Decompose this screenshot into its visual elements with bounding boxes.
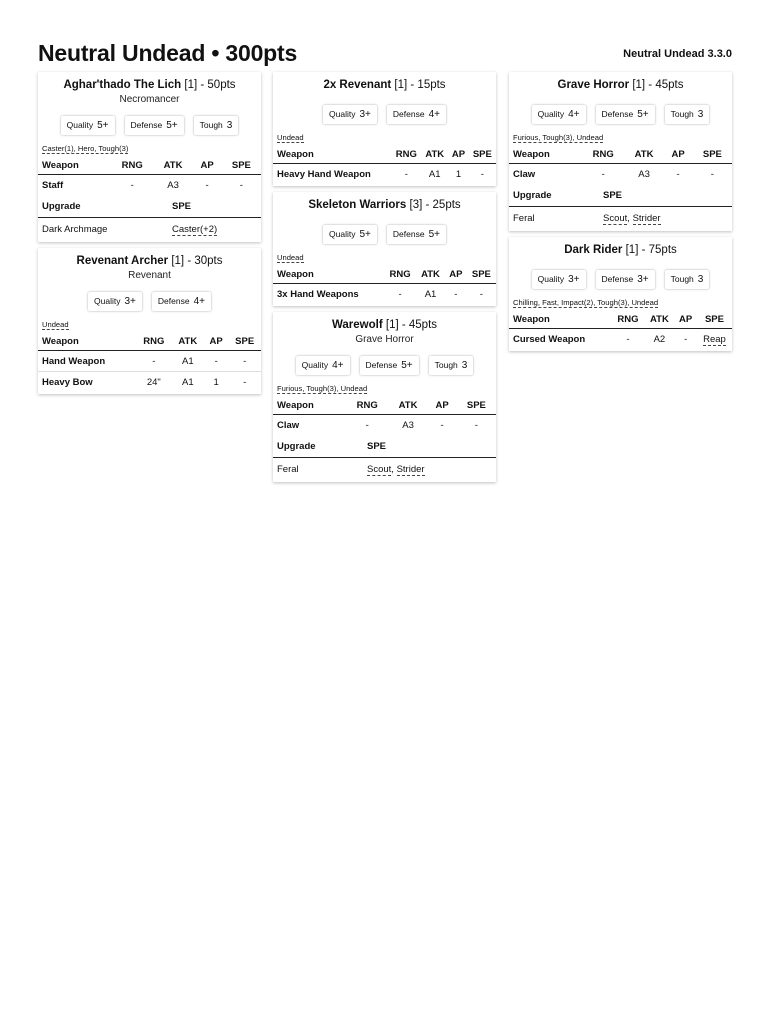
weapon-table — [273, 265, 496, 304]
unit-name: Dark Rider [1] - 75pts — [564, 244, 677, 256]
special-rules: Chilling, Fast, Impact(2), Tough(3), Undead — [513, 298, 659, 307]
unit-name: Grave Horror [1] - 45pts — [557, 79, 684, 91]
table-row: Heavy Bow 24" A1 1 - — [42, 376, 247, 388]
weapon-table-header: Weapon RNG ATK AP SPE — [273, 145, 496, 164]
defense-stat: Defense 3+ — [596, 270, 655, 289]
weapon-table — [509, 145, 732, 184]
upgrade-header: Upgrade SPE — [509, 184, 732, 207]
upgrade-header: Upgrade SPE — [273, 435, 496, 458]
unit-card-skeleton-warriors — [273, 192, 496, 306]
unit-name: Warewolf [1] - 45pts — [331, 319, 438, 331]
weapon-table-header: Weapon RNG ATK AP SPE — [509, 310, 732, 329]
stat-row — [38, 106, 261, 143]
defense-stat: Defense 5+ — [360, 356, 419, 375]
special-rules: Undead — [277, 253, 304, 262]
unit-subtitle: Grave Horror — [355, 334, 414, 345]
unit-card-dark-rider — [509, 237, 732, 351]
column-2 — [273, 72, 496, 488]
defense-stat: Defense 5+ — [125, 116, 184, 135]
defense-stat: Defense 4+ — [387, 105, 446, 124]
unit-card-lich — [38, 72, 261, 242]
quality-stat: Quality 4+ — [296, 356, 350, 375]
table-row: Claw - A3 - - — [277, 419, 478, 431]
weapon-table-header: Weapon RNG ATK AP SPE — [38, 332, 261, 351]
page-header — [38, 36, 732, 70]
upgrade-row: Feral Scout, Strider — [513, 212, 661, 224]
unit-name: Aghar'thado The Lich [1] - 50pts — [63, 79, 236, 91]
weapon-table-header: Weapon RNG ATK AP SPE — [273, 396, 496, 415]
tough-stat: Tough 3 — [194, 116, 239, 135]
weapon-table-header: Weapon RNG ATK AP SPE — [509, 145, 732, 164]
tough-stat: Tough 3 — [429, 356, 474, 375]
stat-row — [273, 346, 496, 383]
special-rules: Furious, Tough(3), Undead — [277, 384, 368, 393]
quality-stat: Quality 5+ — [61, 116, 115, 135]
unit-name: Skeleton Warriors [3] - 25pts — [308, 199, 461, 211]
army-version: Neutral Undead 3.3.0 — [623, 48, 732, 60]
unit-card-revenant-archer — [38, 248, 261, 394]
unit-subtitle: Necromancer — [119, 94, 180, 105]
weapon-table — [273, 145, 496, 184]
unit-card-warewolf — [273, 312, 496, 482]
stat-row — [509, 258, 732, 297]
stat-row — [38, 282, 261, 319]
column-1 — [38, 72, 261, 400]
stat-row — [273, 93, 496, 132]
tough-stat: Tough 3 — [665, 105, 710, 124]
table-row: Staff - A3 - - — [42, 179, 243, 191]
special-rules: Caster(1), Hero, Tough(3) — [42, 144, 129, 153]
weapon-table — [38, 156, 261, 195]
defense-stat: Defense 5+ — [596, 105, 655, 124]
weapon-table-header: Weapon RNG ATK AP SPE — [273, 265, 496, 284]
weapon-table — [509, 310, 732, 349]
special-rules: Undead — [277, 133, 304, 142]
special-rules: Undead — [42, 320, 69, 329]
upgrade-row: Feral Scout, Strider — [277, 463, 425, 475]
unit-subtitle: Revenant — [128, 270, 171, 281]
defense-stat: Defense 4+ — [152, 292, 211, 311]
weapon-table-header: Weapon RNG ATK AP SPE — [38, 156, 261, 175]
table-row: Hand Weapon - A1 - - — [38, 351, 261, 372]
defense-stat: Defense 5+ — [387, 225, 446, 244]
unit-name: Revenant Archer [1] - 30pts — [76, 255, 223, 267]
quality-stat: Quality 5+ — [323, 225, 377, 244]
page-title: Neutral Undead • 300pts — [38, 39, 298, 66]
upgrade-row: Dark Archmage Caster(+2) — [42, 223, 218, 235]
stat-row — [509, 93, 732, 132]
quality-stat: Quality 4+ — [532, 105, 586, 124]
tough-stat: Tough 3 — [665, 270, 710, 289]
weapon-table — [38, 332, 261, 392]
table-row: Cursed Weapon - A2 - Reap — [513, 333, 726, 345]
unit-card-revenant — [273, 72, 496, 186]
upgrade-header: Upgrade SPE — [38, 195, 261, 218]
column-3 — [509, 72, 732, 357]
quality-stat: Quality 3+ — [323, 105, 377, 124]
table-row: Heavy Hand Weapon - A1 1 - — [277, 168, 484, 180]
unit-card-grave-horror — [509, 72, 732, 231]
table-row: 3x Hand Weapons - A1 - - — [277, 288, 483, 300]
table-row: Claw - A3 - - — [513, 168, 714, 180]
stat-row — [273, 213, 496, 252]
quality-stat: Quality 3+ — [88, 292, 142, 311]
unit-name: 2x Revenant [1] - 15pts — [323, 79, 446, 91]
weapon-table — [273, 396, 496, 435]
quality-stat: Quality 3+ — [532, 270, 586, 289]
special-rules: Furious, Tough(3), Undead — [513, 133, 604, 142]
